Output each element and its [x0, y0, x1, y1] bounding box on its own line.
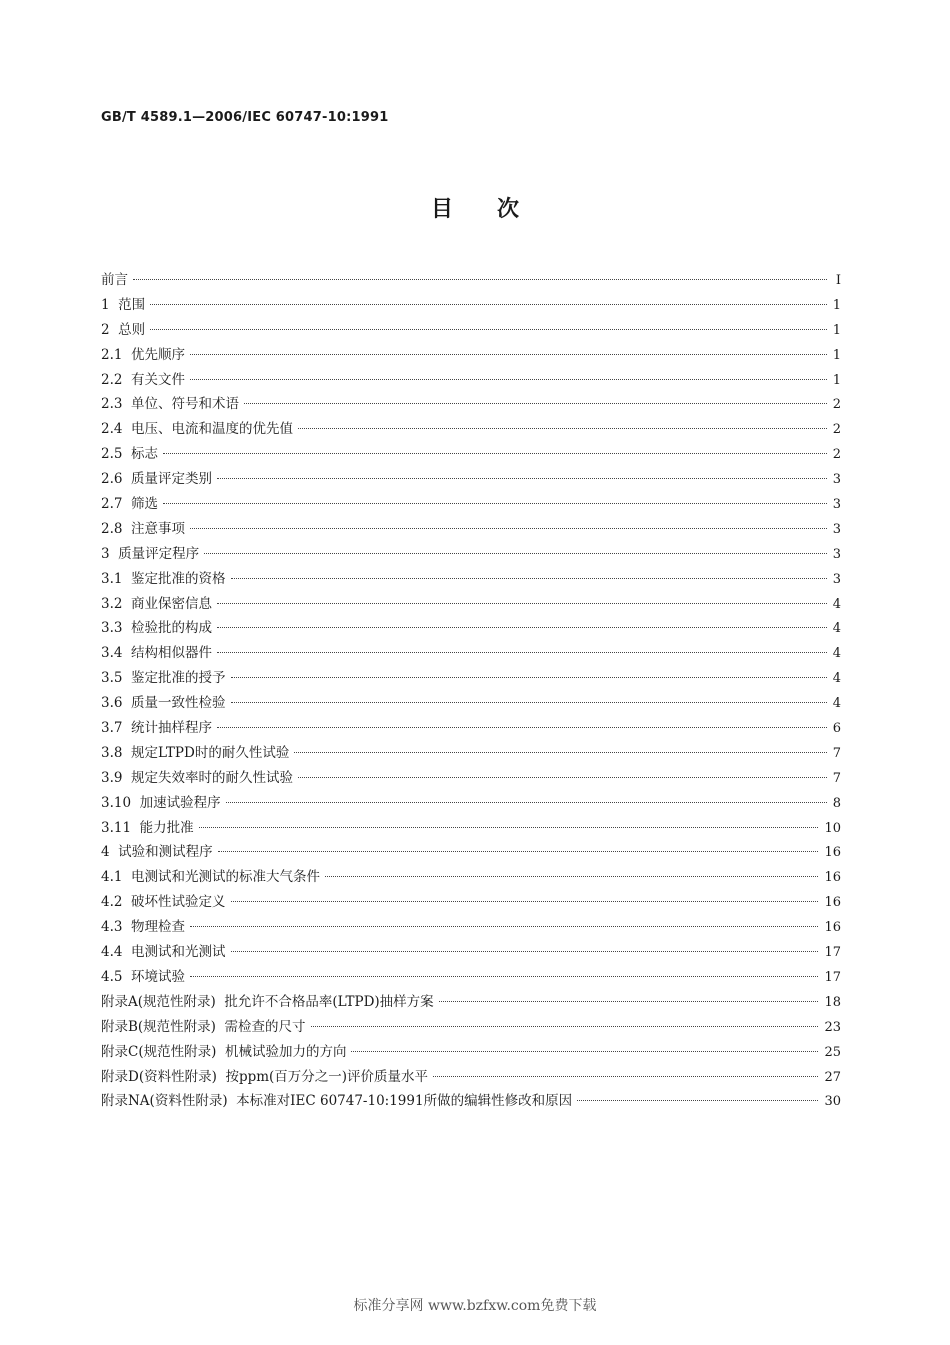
toc-entry-page: 4 [832, 646, 841, 662]
toc-entry[interactable] [101, 716, 841, 741]
toc-leader-dots [217, 478, 827, 479]
toc-entry[interactable] [101, 766, 841, 791]
toc-entry[interactable] [101, 990, 841, 1015]
toc-leader-dots [199, 827, 819, 828]
toc-entry-label: 3.7 统计抽样程序 [101, 720, 213, 737]
toc-entry-label: 2.4 电压、电流和温度的优先值 [101, 421, 294, 438]
toc-entry-label: 附录B(规范性附录) 需检查的尺寸 [101, 1018, 306, 1035]
toc-leader-dots [231, 578, 827, 579]
toc-entry[interactable] [101, 616, 841, 641]
toc-entry[interactable] [101, 592, 841, 617]
toc-entry-label: 3.9 规定失效率时的耐久性试验 [101, 769, 294, 786]
toc-entry[interactable] [101, 517, 841, 542]
toc-entry-page: 1 [832, 322, 841, 338]
toc-entry[interactable] [101, 567, 841, 592]
toc-entry-label: 3.10 加速试验程序 [101, 794, 221, 811]
toc-entry-page: 17 [824, 945, 841, 961]
toc-entry-page: 2 [832, 447, 841, 463]
toc-entry[interactable] [101, 915, 841, 940]
toc-leader-dots [133, 279, 827, 280]
toc-leader-dots [226, 802, 827, 803]
toc-entry-page: 3 [832, 521, 841, 537]
toc-entry-label: 2 总则 [101, 321, 146, 338]
toc-leader-dots [217, 727, 827, 728]
toc-entry-page: 7 [832, 770, 841, 786]
toc-entry-page: 16 [824, 920, 841, 936]
toc-entry-page: 25 [824, 1044, 841, 1060]
toc-entry[interactable] [101, 666, 841, 691]
toc-entry-label: 3.4 结构相似器件 [101, 645, 213, 662]
toc-entry-page: 27 [824, 1069, 841, 1085]
toc-leader-dots [231, 951, 819, 952]
toc-leader-dots [325, 876, 818, 877]
toc-entry-page: 4 [832, 671, 841, 687]
toc-entry-page: 18 [824, 994, 841, 1010]
toc-entry-label: 4.3 物理检查 [101, 919, 186, 936]
toc-entry-label: 4.4 电测试和光测试 [101, 944, 226, 961]
toc-entry[interactable] [101, 791, 841, 816]
toc-leader-dots [190, 528, 827, 529]
toc-entry-label: 4 试验和测试程序 [101, 844, 213, 861]
toc-entry-page: Ⅰ [835, 273, 841, 288]
toc-entry-label: 3.6 质量一致性检验 [101, 695, 226, 712]
toc-entry-label: 4.5 环境试验 [101, 968, 186, 985]
toc-entry[interactable] [101, 293, 841, 318]
toc-entry-page: 3 [832, 497, 841, 513]
toc-entry[interactable] [101, 741, 841, 766]
toc-entry-label: 附录NA(资料性附录) 本标准对IEC 60747-10:1991所做的编辑性修改和原因 [101, 1093, 573, 1110]
toc-entry-page: 6 [832, 721, 841, 737]
standard-number: GB/T 4589.1—2006/IEC 60747-10:1991 [101, 110, 389, 125]
toc-leader-dots [190, 379, 827, 380]
toc-entry-page: 17 [824, 969, 841, 985]
toc-entry-page: 4 [832, 696, 841, 712]
toc-entry-label: 3.11 能力批准 [101, 819, 194, 836]
toc-entry[interactable] [101, 442, 841, 467]
toc-entry-page: 3 [832, 571, 841, 587]
toc-entry[interactable] [101, 691, 841, 716]
toc-entry[interactable] [101, 1015, 841, 1040]
toc-leader-dots [218, 851, 819, 852]
toc-entry-label: 附录C(规范性附录) 机械试验加力的方向 [101, 1043, 347, 1060]
toc-entry[interactable] [101, 467, 841, 492]
toc-entry[interactable] [101, 343, 841, 368]
toc-entry-page: 2 [832, 422, 841, 438]
toc-entry-page: 3 [832, 546, 841, 562]
toc-leader-dots [311, 1026, 819, 1027]
toc-entry-page: 3 [832, 472, 841, 488]
toc-leader-dots [190, 926, 818, 927]
toc-leader-dots [163, 453, 827, 454]
toc-leader-dots [439, 1001, 819, 1002]
toc-entry-page: 1 [832, 297, 841, 313]
watermark-footer: 标准分享网 www.bzfxw.com免费下载 [353, 1298, 597, 1314]
toc-leader-dots [351, 1051, 818, 1052]
toc-entry[interactable] [101, 890, 841, 915]
toc-entry-page: 1 [832, 372, 841, 388]
toc-leader-dots [231, 677, 827, 678]
table-of-contents [101, 268, 841, 1114]
toc-leader-dots [204, 553, 827, 554]
toc-entry-page: 2 [832, 397, 841, 413]
toc-leader-dots [298, 777, 827, 778]
toc-entry-page: 16 [824, 895, 841, 911]
toc-entry-label: 3.2 商业保密信息 [101, 595, 213, 612]
toc-entry-label: 3.5 鉴定批准的授予 [101, 670, 226, 687]
toc-entry[interactable] [101, 318, 841, 343]
toc-entry-page: 16 [824, 845, 841, 861]
toc-entry-page: 1 [832, 347, 841, 363]
toc-leader-dots [150, 304, 827, 305]
toc-entry-label: 4.1 电测试和光测试的标准大气条件 [101, 869, 321, 886]
toc-entry[interactable] [101, 641, 841, 666]
toc-entry[interactable] [101, 492, 841, 517]
toc-entry-label: 3.8 规定LTPD时的耐久性试验 [101, 744, 290, 761]
toc-entry-label: 2.6 质量评定类别 [101, 471, 213, 488]
toc-entry-label: 前言 [101, 272, 128, 288]
toc-entry-page: 8 [832, 795, 841, 811]
toc-leader-dots [294, 752, 826, 753]
toc-entry[interactable] [101, 1089, 841, 1114]
toc-entry-page: 7 [832, 745, 841, 761]
toc-leader-dots [217, 603, 827, 604]
toc-entry-label: 1 范围 [101, 296, 146, 313]
toc-entry-page: 4 [832, 596, 841, 612]
toc-entry[interactable] [101, 816, 841, 841]
toc-entry-label: 2.2 有关文件 [101, 371, 186, 388]
toc-entry-label: 附录A(规范性附录) 批允许不合格品率(LTPD)抽样方案 [101, 993, 434, 1010]
toc-leader-dots [163, 503, 827, 504]
toc-entry-label: 2.3 单位、符号和术语 [101, 396, 240, 413]
toc-leader-dots [190, 354, 827, 355]
toc-entry-page: 23 [824, 1019, 841, 1035]
toc-entry-label: 附录D(资料性附录) 按ppm(百万分之一)评价质量水平 [101, 1068, 429, 1085]
toc-entry[interactable] [101, 965, 841, 990]
toc-entry-label: 4.2 破坏性试验定义 [101, 894, 226, 911]
toc-entry-page: 10 [824, 820, 841, 836]
toc-entry-label: 3.3 检验批的构成 [101, 620, 213, 637]
toc-entry-page: 16 [824, 870, 841, 886]
toc-entry[interactable] [101, 368, 841, 393]
toc-entry-label: 2.7 筛选 [101, 496, 159, 513]
toc-entry[interactable] [101, 940, 841, 965]
toc-entry-label: 3 质量评定程序 [101, 545, 200, 562]
toc-leader-dots [231, 901, 819, 902]
toc-leader-dots [190, 976, 818, 977]
toc-entry-page: 4 [832, 621, 841, 637]
toc-entry-label: 2.5 标志 [101, 446, 159, 463]
toc-leader-dots [244, 403, 827, 404]
toc-entry-label: 2.8 注意事项 [101, 520, 186, 537]
toc-leader-dots [433, 1076, 818, 1077]
toc-entry[interactable] [101, 865, 841, 890]
toc-leader-dots [577, 1100, 818, 1101]
toc-entry-label: 2.1 优先顺序 [101, 346, 186, 363]
toc-entry[interactable] [101, 840, 841, 865]
toc-leader-dots [217, 652, 827, 653]
toc-leader-dots [217, 627, 827, 628]
toc-leader-dots [231, 702, 827, 703]
toc-entry[interactable] [101, 417, 841, 442]
toc-entry[interactable] [101, 542, 841, 567]
toc-entry[interactable] [101, 1040, 841, 1065]
toc-entry-page: 30 [824, 1094, 841, 1110]
toc-entry-label: 3.1 鉴定批准的资格 [101, 570, 226, 587]
toc-leader-dots [150, 329, 827, 330]
toc-entry[interactable] [101, 268, 841, 293]
page-title: 目次 [430, 197, 563, 222]
toc-leader-dots [298, 428, 827, 429]
toc-entry[interactable] [101, 392, 841, 417]
toc-entry[interactable] [101, 1065, 841, 1090]
